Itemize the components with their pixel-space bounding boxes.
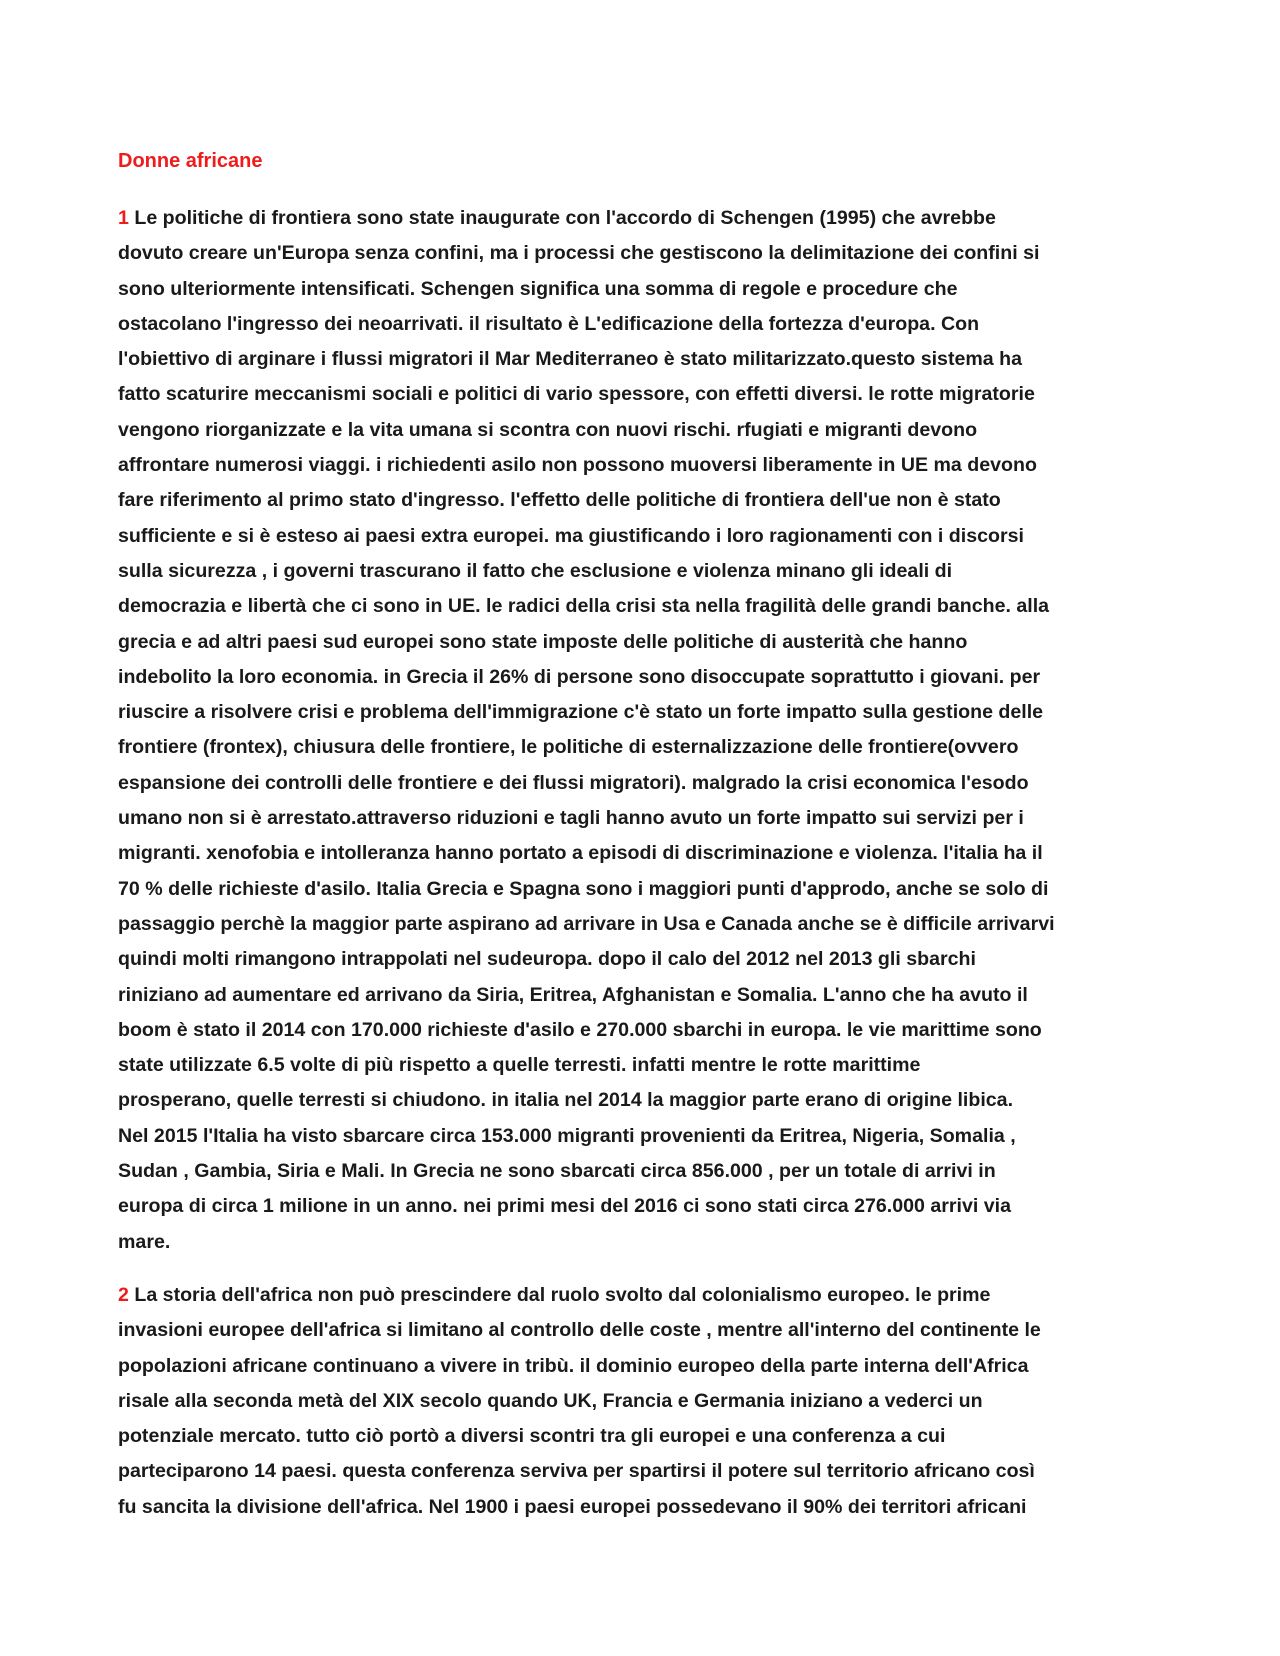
paragraph-line: riuscire a risolvere crisi e problema dell'immigrazione c'è stato un forte impatto sulla gestione delle	[118, 701, 1044, 724]
paragraph-line: fare riferimento al primo stato d'ingresso. l'effetto delle politiche di frontiera dell'ue non è stato	[118, 489, 1001, 512]
paragraph-number: 1	[118, 207, 129, 229]
paragraph-number: 2	[118, 1284, 129, 1306]
paragraph-line: potenziale mercato. tutto ciò portò a diversi scontri tra gli europei e una conferenza a cui	[118, 1425, 946, 1448]
paragraph-line: umano non si è arrestato.attraverso riduzioni e tagli hanno avuto un forte impatto sui servizi per i	[118, 807, 1024, 830]
paragraph-line: passaggio perchè la maggior parte aspirano ad arrivare in Usa e Canada anche se è difficile arrivarvi	[118, 912, 1055, 935]
paragraph-line: indebolito la loro economia. in Grecia il 26% di persone sono disoccupate soprattutto i giovani. per	[118, 665, 1041, 688]
paragraph-line: riniziano ad aumentare ed arrivano da Siria, Eritrea, Afghanistan e Somalia. L'anno che ha avuto il	[118, 983, 1028, 1006]
line-text: La storia dell'africa non può prescindere dal ruolo svolto dal colonialismo europeo. le prime	[134, 1284, 991, 1306]
paragraph-line: l'obiettivo di arginare i flussi migratori il Mar Mediterraneo è stato militarizzato.questo sistema ha	[118, 348, 1023, 371]
paragraph-line: frontiere (frontex), chiusura delle frontiere, le politiche di esternalizzazione delle frontiere(ovvero	[118, 736, 1019, 759]
paragraph-line: sufficiente e si è esteso ai paesi extra europei. ma giustificando i loro ragionamenti con i discorsi	[118, 524, 1024, 547]
paragraph-line: fu sancita la divisione dell'africa. Nel 1900 i paesi europei possedevano il 90% dei territori africani	[118, 1495, 1027, 1518]
paragraph-line: vengono riorganizzate e la vita umana si scontra con nuovi rischi. rfugiati e migranti devono	[118, 418, 978, 441]
paragraph-1	[118, 201, 1168, 1260]
paragraph-line: state utilizzate 6.5 volte di più rispetto a quelle terresti. infatti mentre le rotte marittime	[118, 1054, 921, 1077]
paragraph-line: sono ulteriormente intensificati. Schengen significa una somma di regole e procedure che	[118, 277, 958, 300]
paragraph-line: fatto scaturire meccanismi sociali e politici di vario spessore, con effetti diversi. le rotte migratorie	[118, 383, 1035, 406]
paragraph-line: Nel 2015 l'Italia ha visto sbarcare circa 153.000 migranti provenienti da Eritrea, Nigeria, Somalia ,	[118, 1124, 1016, 1147]
paragraph-line: dovuto creare un'Europa senza confini, ma i processi che gestiscono la delimitazione dei confini si	[118, 242, 1040, 265]
paragraph-line: invasioni europee dell'africa si limitano al controllo delle coste , mentre all'interno del continente le	[118, 1319, 1041, 1342]
paragraph-line: sulla sicurezza , i governi trascurano il fatto che esclusione e violenza minano gli ideali di	[118, 559, 953, 582]
paragraph-2	[118, 1278, 1168, 1525]
paragraph-line: espansione dei controlli delle frontiere e dei flussi migratori). malgrado la crisi economica l'esodo	[118, 771, 1029, 794]
paragraph-line: democrazia e libertà che ci sono in UE. le radici della crisi sta nella fragilità delle grandi banche. alla	[118, 595, 1050, 618]
document-page	[118, 0, 1168, 1656]
paragraph-line: Sudan , Gambia, Siria e Mali. In Grecia ne sono sbarcati circa 856.000 , per un totale di arrivi in	[118, 1160, 996, 1183]
document-title: Donne africane	[118, 150, 263, 172]
paragraph-line: quindi molti rimangono intrappolati nel sudeuropa. dopo il calo del 2012 nel 2013 gli sbarchi	[118, 948, 976, 971]
paragraph-line	[118, 1278, 1168, 1313]
paragraph-line: parteciparono 14 paesi. questa conferenza serviva per spartirsi il potere sul territorio africano così	[118, 1460, 1035, 1483]
paragraph-line: europa di circa 1 milione in un anno. nei primi mesi del 2016 ci sono stati circa 276.000 arrivi via	[118, 1195, 1011, 1218]
paragraph-line: affrontare numerosi viaggi. i richiedenti asilo non possono muoversi liberamente in UE ma devono	[118, 454, 1037, 477]
line-text: Le politiche di frontiera sono state inaugurate con l'accordo di Schengen (1995) che avrebbe	[134, 207, 996, 229]
paragraph-line: 70 % delle richieste d'asilo. Italia Grecia e Spagna sono i maggiori punti d'approdo, anche se solo di	[118, 877, 1049, 900]
paragraph-line: risale alla seconda metà del XIX secolo quando UK, Francia e Germania iniziano a vederci un	[118, 1389, 983, 1412]
paragraph-line: grecia e ad altri paesi sud europei sono state imposte delle politiche di austerità che hanno	[118, 630, 968, 653]
paragraph-line: mare.	[118, 1230, 171, 1253]
paragraph-line: ostacolano l'ingresso dei neoarrivati. il risultato è L'edificazione della fortezza d'europa. Con	[118, 312, 980, 335]
paragraph-line	[118, 201, 1168, 236]
paragraph-line: boom è stato il 2014 con 170.000 richieste d'asilo e 270.000 sbarchi in europa. le vie marittime sono	[118, 1018, 1042, 1041]
paragraph-line: popolazioni africane continuano a vivere in tribù. il dominio europeo della parte interna dell'Africa	[118, 1354, 1029, 1377]
paragraph-line: prosperano, quelle terresti si chiudono. in italia nel 2014 la maggior parte erano di origine libica.	[118, 1089, 1014, 1112]
paragraph-line: migranti. xenofobia e intolleranza hanno portato a episodi di discriminazione e violenza. l'italia ha il	[118, 842, 1043, 865]
